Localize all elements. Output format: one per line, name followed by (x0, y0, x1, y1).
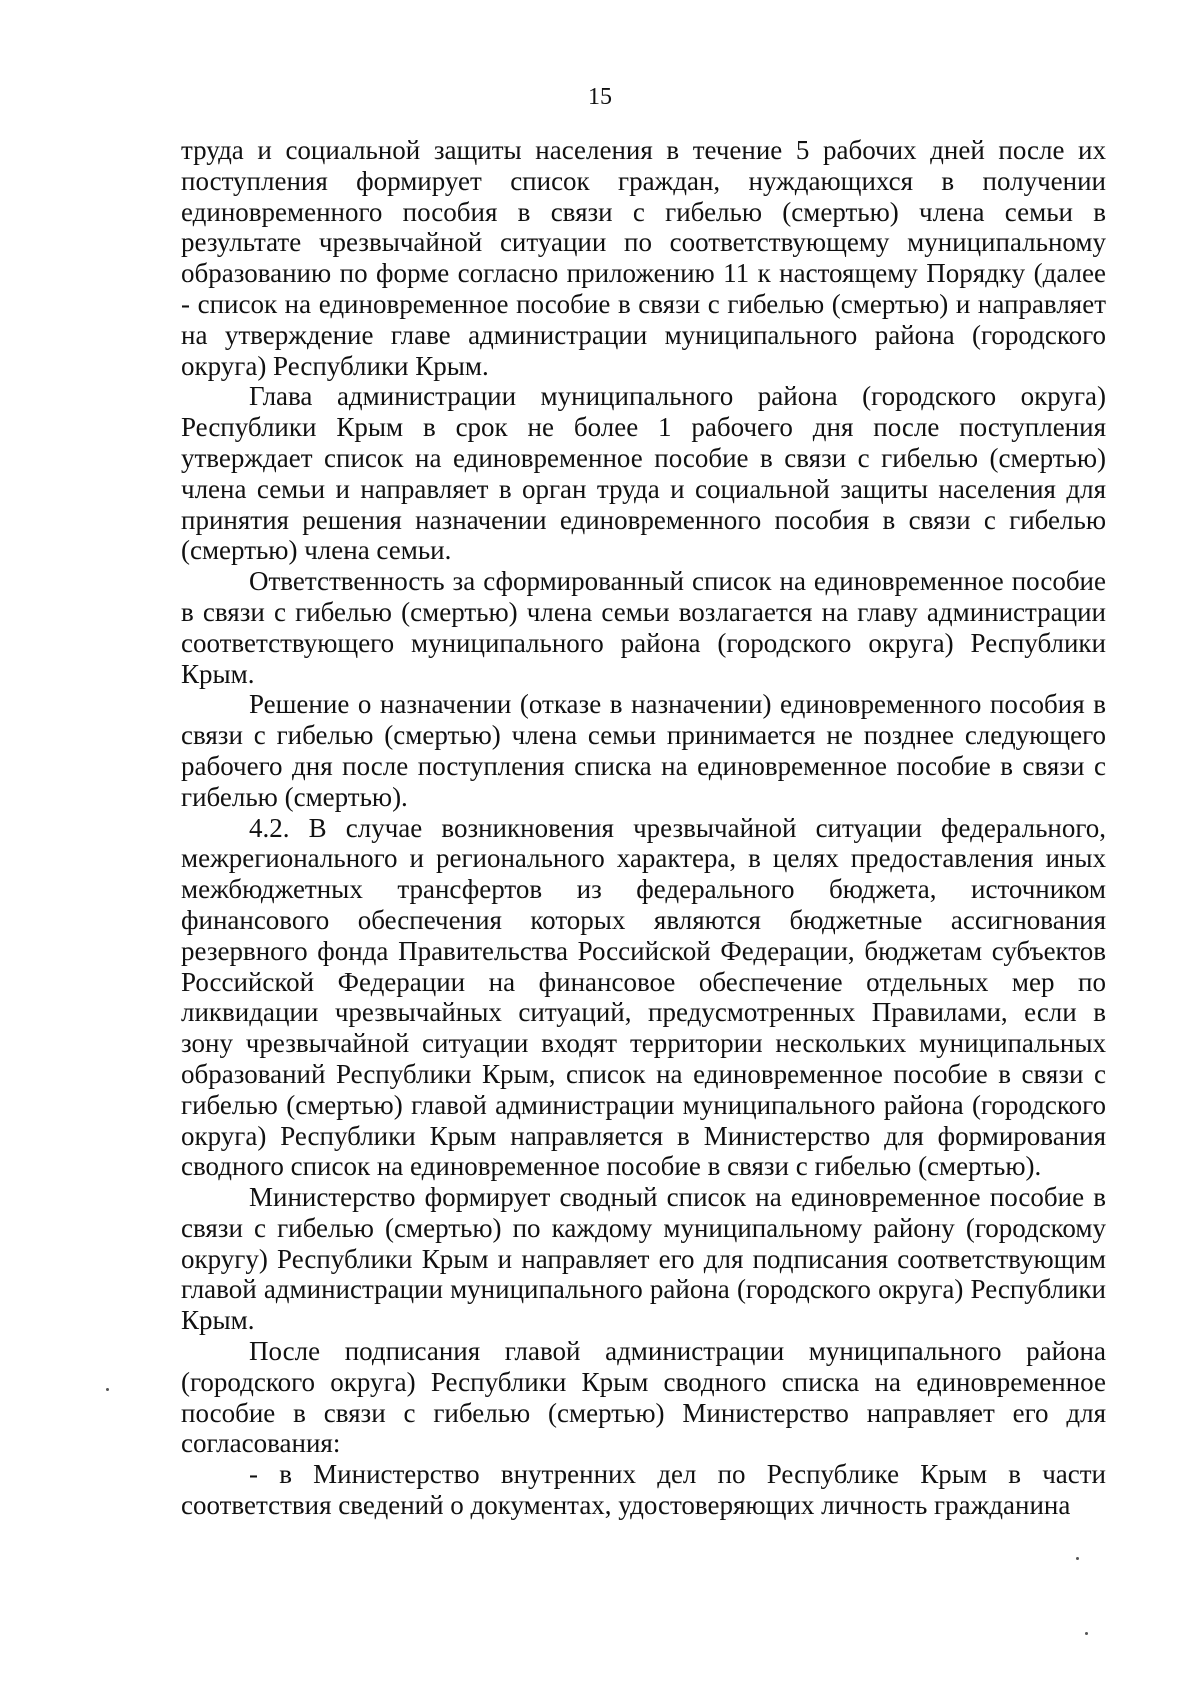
scan-speck (106, 1388, 109, 1391)
paragraph: Глава администрации муниципального района (городского округа) Республики Крым в срок не более 1 рабочего дня после поступления утверждает список на единовременное пособие в связи с гибелью (смертью) члена семьи и направляет в орган труда и социальной защиты населения для принятия решения назначении единовременного пособия в связи с гибелью (смертью) члена семьи. (181, 381, 1106, 566)
scan-speck (1085, 1632, 1088, 1635)
paragraph: труда и социальной защиты населения в течение 5 рабочих дней после их поступления формирует список граждан, нуждающихся в получении единовременного пособия в связи с гибелью (смертью) члена семьи в результате чрезвычайной ситуации по соответствующему муниципальному образованию по форме согласно приложению 11 к настоящему Порядку (далее - список на единовременное пособие в связи с гибелью (смертью) и направляет на утверждение главе администрации муниципального района (городского округа) Республики Крым. (181, 135, 1106, 381)
paragraph: Ответственность за сформированный список на единовременное пособие в связи с гибелью (смертью) члена семьи возлагается на главу администрации соответствующего муниципального района (городского округа) Республики Крым. (181, 566, 1106, 689)
scan-speck (1076, 1557, 1079, 1560)
paragraph: Министерство формирует сводный список на единовременное пособие в связи с гибелью (смертью) по каждому муниципальному району (городскому округу) Республики Крым и направляет его для подписания соответствующим главой администрации муниципального района (городского округа) Республики Крым. (181, 1182, 1106, 1336)
paragraph: После подписания главой администрации муниципального района (городского округа) Республики Крым сводного списка на единовременное пособие в связи с гибелью (смертью) Министерство направляет его для согласования: (181, 1336, 1106, 1459)
paragraph: 4.2. В случае возникновения чрезвычайной ситуации федерального, межрегионального и регионального характера, в целях предоставления иных межбюджетных трансфертов из федерального бюджета, источником финансового обеспечения которых являются бюджетные ассигнования резервного фонда Правительства Российской Федерации, бюджетам субъектов Российской Федерации на финансовое обеспечение отдельных мер по ликвидации чрезвычайных ситуаций, предусмотренных Правилами, если в зону чрезвычайной ситуации входят территории нескольких муниципальных образований Республики Крым, список на единовременное пособие в связи с гибелью (смертью) главой администрации муниципального района (городского округа) Республики Крым направляется в Министерство для формирования сводного список на единовременное пособие в связи с гибелью (смертью). (181, 812, 1106, 1182)
document-body (181, 135, 1106, 1521)
paragraph: Решение о назначении (отказе в назначении) единовременного пособия в связи с гибелью (смертью) члена семьи принимается не позднее следующего рабочего дня после поступления списка на единовременное пособие в связи с гибелью (смертью). (181, 689, 1106, 812)
page-number: 15 (588, 84, 612, 110)
paragraph: - в Министерство внутренних дел по Республике Крым в части соответствия сведений о документах, удостоверяющих личность гражданина (181, 1459, 1106, 1521)
